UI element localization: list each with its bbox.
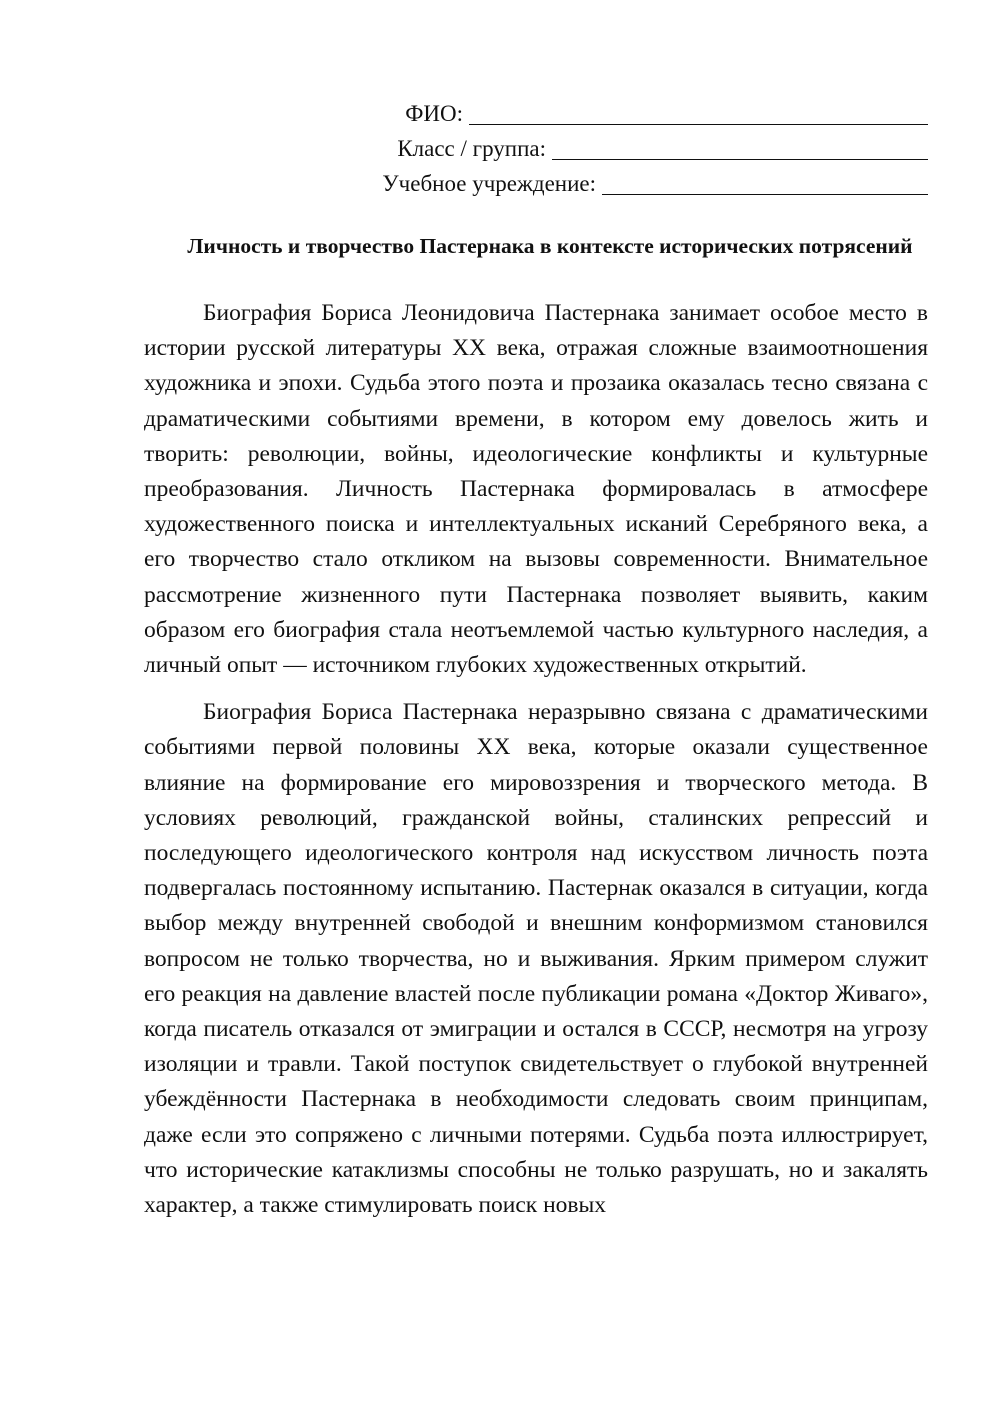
institution-field-row [328, 162, 928, 197]
essay-title: Личность и творчество Пастернака в контексте исторических потрясений [187, 234, 913, 258]
paragraph-1: Биография Бориса Леонидовича Пастернака занимает особое место в истории русской литературы XX века, отражая сложные взаимоотношения художника и эпохи. Судьба этого поэта и прозаика оказалась тесно связана с драматическими событиями времени, в котором ему довелось жить и творить: революции, войны, идеологические конфликты и культурные преобразования. Личность Пастернака формировалась в атмосфере художественного поиска и интеллектуальных исканий Серебряного века, а его творчество стало откликом на вызовы современности. Внимательное рассмотрение жизненного пути Пастернака позволяет выявить, каким образом его биография стала неотъемлемой частью культурного наследия, а личный опыт — источником глубоких художественных открытий. [144, 300, 928, 679]
paragraph-2: Биография Бориса Пастернака неразрывно связана с драматическими событиями первой половины XX века, которые оказали существенное влияние на формирование его мировоззрения и творческого метода. В условиях революций, гражданской войны, сталинских репрессий и последующего идеологического контроля над искусством личность поэта подвергалась постоянному испытанию. Пастернак оказался в ситуации, когда выбор между внутренней свободой и внешним конформизмом становился вопросом не только творчества, но и выживания. Ярким примером служит его реакция на давление властей после публикации романа «Доктор Живаго», когда писатель отказался от эмиграции и остался в СССР, несмотря на угрозу изоляции и травли. Такой поступок свидетельствует о глубокой внутренней убеждённости Пастернака в необходимости следовать своим принципам, даже если это сопряжено с личными потерями. Судьба поэта иллюстрирует, что исторические катаклизмы способны не только разрушать, но и закалять характер, а также стимулировать поиск новых [144, 699, 928, 1219]
class-label: Класс / группа: [397, 136, 546, 161]
fio-label: ФИО: [405, 101, 463, 126]
institution-label: Учебное учреждение: [382, 171, 596, 196]
class-blank-line [552, 135, 928, 160]
class-field-row [328, 127, 928, 162]
fio-field-row [328, 92, 928, 127]
student-info-block [328, 92, 928, 197]
fio-blank-line [469, 100, 928, 125]
institution-blank-line [602, 170, 928, 195]
essay-body [144, 296, 928, 1235]
